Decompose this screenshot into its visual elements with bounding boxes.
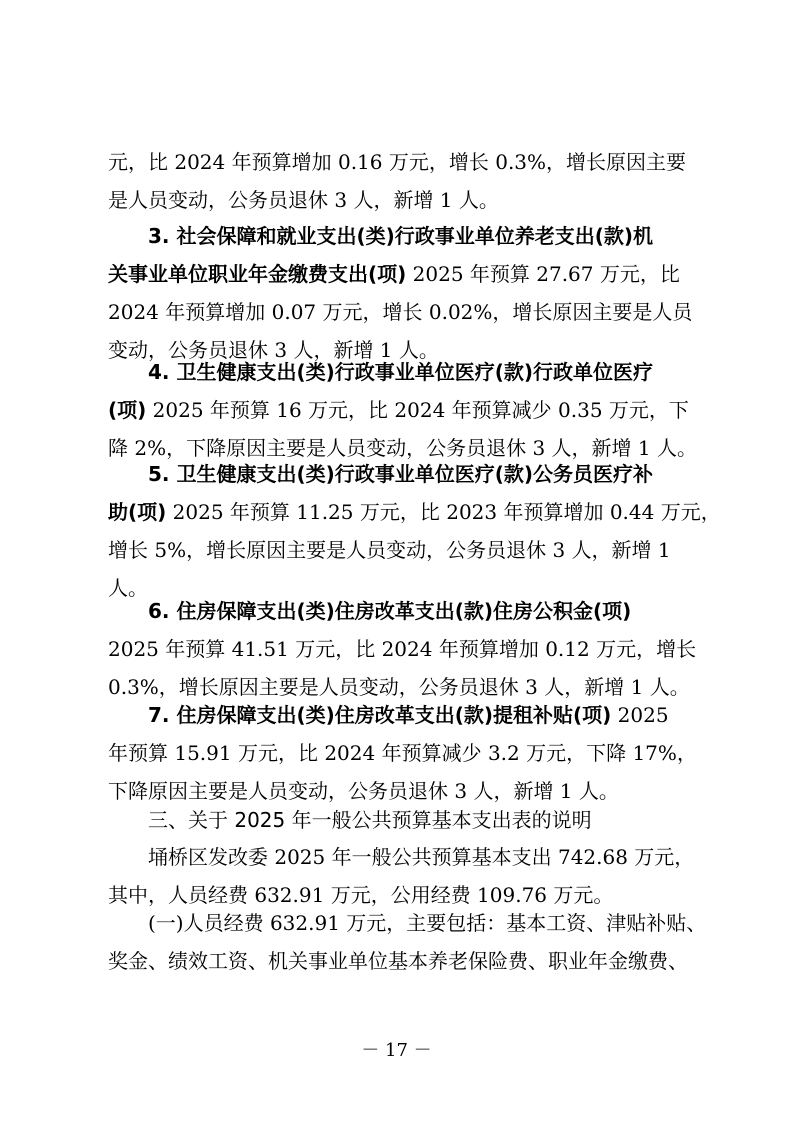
text-span: 人。 bbox=[108, 576, 148, 600]
paragraph bbox=[108, 838, 698, 914]
text-line bbox=[108, 217, 698, 255]
paragraph bbox=[108, 353, 698, 467]
bold-heading-span: 3. 社会保障和就业支出(类)行政事业单位养老支出(款)机 bbox=[148, 224, 654, 248]
text-span: 2024 年预算增加 0.07 万元，增长 0.02%，增长原因主要是人员 bbox=[108, 300, 693, 324]
text-line bbox=[108, 293, 698, 331]
text-span: 增长 5%，增长原因主要是人员变动，公务员退休 3 人，新增 1 bbox=[108, 538, 671, 562]
text-span: 埇桥区发改委 2025 年一般公共预算基本支出 742.68 万元， bbox=[148, 845, 695, 869]
paragraph bbox=[108, 696, 698, 810]
text-span: 奖金、绩效工资、机关事业单位基本养老保险费、职业年金缴费、 bbox=[108, 949, 688, 973]
text-line bbox=[108, 630, 698, 668]
text-span: 2025 年预算 16 万元，比 2024 年预算减少 0.35 万元，下 bbox=[146, 398, 689, 422]
paragraph bbox=[108, 455, 721, 607]
text-span: 2025 年预算 27.67 万元，比 bbox=[406, 262, 680, 286]
text-span: 2025 bbox=[611, 703, 669, 727]
text-line bbox=[108, 801, 698, 839]
text-span: 年预算 15.91 万元，比 2024 年预算减少 3.2 万元，下降 17%， bbox=[108, 741, 697, 765]
bold-heading-span: 关事业单位职业年金缴费支出(项) bbox=[108, 262, 407, 286]
text-line bbox=[108, 143, 698, 181]
text-span: 0.3%，增长原因主要是人员变动，公务员退休 3 人，新增 1 人。 bbox=[108, 675, 690, 699]
text-line bbox=[108, 255, 698, 293]
paragraph bbox=[108, 143, 698, 219]
text-span: 下降原因主要是人员变动，公务员退休 3 人，新增 1 人。 bbox=[108, 779, 619, 803]
text-line bbox=[108, 531, 698, 569]
text-line bbox=[108, 391, 698, 429]
text-span: 元，比 2024 年预算增加 0.16 万元，增长 0.3%，增长原因主要 bbox=[108, 150, 687, 174]
text-line bbox=[108, 734, 698, 772]
text-span: 是人员变动，公务员退休 3 人，新增 1 人。 bbox=[108, 188, 499, 212]
text-line bbox=[108, 353, 698, 391]
paragraph bbox=[108, 904, 707, 980]
text-span: 降 2%，下降原因主要是人员变动，公务员退休 3 人，新增 1 人。 bbox=[108, 436, 697, 460]
paragraph bbox=[108, 217, 698, 369]
text-line bbox=[108, 942, 698, 980]
bold-heading-span: 4. 卫生健康支出(类)行政事业单位医疗(款)行政单位医疗 bbox=[148, 360, 654, 384]
section-heading: 三、关于 2025 年一般公共预算基本支出表的说明 bbox=[148, 808, 592, 832]
bold-heading-span: 6. 住房保障支出(类)住房改革支出(款)住房公积金(项) bbox=[148, 599, 632, 623]
text-line bbox=[108, 838, 698, 876]
bold-heading-span: 5. 卫生健康支出(类)行政事业单位医疗(款)公务员医疗补 bbox=[148, 462, 654, 486]
text-span: (一)人员经费 632.91 万元，主要包括：基本工资、津贴补贴、 bbox=[148, 911, 707, 935]
text-span: 2025 年预算 41.51 万元，比 2024 年预算增加 0.12 万元，增长 bbox=[108, 637, 697, 661]
bold-heading-span: (项) bbox=[108, 398, 147, 422]
text-span: 2025 年预算 11.25 万元，比 2023 年预算增加 0.44 万元， bbox=[166, 500, 721, 524]
text-line bbox=[108, 455, 698, 493]
bold-heading-span: 7. 住房保障支出(类)住房改革支出(款)提租补贴(项) bbox=[148, 703, 612, 727]
text-line bbox=[108, 904, 707, 942]
bold-heading-span: 助(项) bbox=[108, 500, 167, 524]
text-span: 其中，人员经费 632.91 万元，公用经费 109.76 万元。 bbox=[108, 883, 614, 907]
paragraph bbox=[108, 592, 698, 706]
text-line bbox=[108, 493, 721, 531]
text-line bbox=[108, 181, 698, 219]
text-line bbox=[108, 696, 698, 734]
paragraph bbox=[108, 801, 698, 839]
text-span: 变动，公务员退休 3 人，新增 1 人。 bbox=[108, 338, 439, 362]
page-number: － 17 － bbox=[361, 1040, 432, 1061]
text-line bbox=[108, 592, 698, 630]
